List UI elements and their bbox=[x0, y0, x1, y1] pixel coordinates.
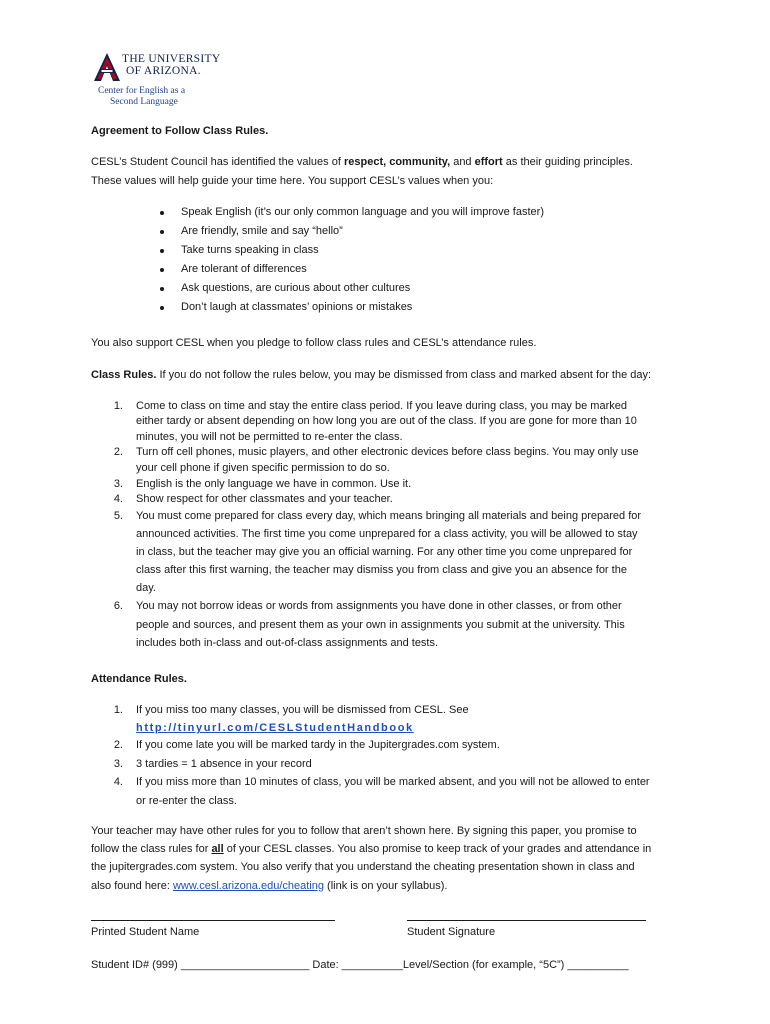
printed-name-rule bbox=[91, 920, 335, 921]
attendance-number: 3. bbox=[113, 758, 123, 770]
attendance-line: or re-enter the class. bbox=[136, 795, 237, 807]
closing-text: of your CESL classes. You also promise to keep track of your grades and attendance in bbox=[223, 843, 652, 855]
student-id-line: Student ID# (999) _____________________ Date: __________Level/Section (for example, “5C”) __________ bbox=[91, 959, 629, 971]
bullet-icon bbox=[160, 268, 164, 272]
rule-number: 4. bbox=[113, 493, 123, 505]
rule-line: minutes, you will not be permitted to re-enter the class. bbox=[136, 431, 403, 443]
closing-emphasis-all: all bbox=[211, 843, 224, 855]
attendance-number: 1. bbox=[113, 704, 123, 716]
intro-value-respect-community: respect, community, bbox=[343, 156, 451, 168]
rule-line: your cell phone if given specific permission to do so. bbox=[136, 462, 390, 474]
values-list-item: Ask questions, are curious about other cultures bbox=[181, 282, 411, 294]
signature-rule bbox=[407, 920, 646, 921]
support-paragraph: You also support CESL when you pledge to follow class rules and CESL’s attendance rules. bbox=[91, 337, 537, 349]
rule-number: 5. bbox=[113, 510, 123, 522]
intro-value-effort: effort bbox=[474, 156, 503, 168]
logo-sub-line1: Center for English as a bbox=[98, 86, 186, 96]
printed-name-label: Printed Student Name bbox=[91, 926, 200, 938]
values-list-item: Are friendly, smile and say “hello” bbox=[181, 225, 343, 237]
closing-line: the jupitergrades.com system. You also verify that you understand the cheating presentation shown in class and bbox=[91, 861, 635, 873]
closing-line bbox=[91, 880, 447, 892]
rule-line: people and sources, and present them as your own in assignments you submit at the university. This bbox=[136, 619, 625, 631]
intro-text-a: CESL’s Student Council has identified the values of bbox=[91, 156, 344, 168]
intro-paragraph-line2: These values will help guide your time here. You support CESL’s values when you: bbox=[91, 175, 494, 187]
bullet-icon bbox=[160, 287, 164, 291]
bullet-icon bbox=[160, 249, 164, 253]
values-list-item: Are tolerant of differences bbox=[181, 263, 307, 275]
bullet-icon bbox=[160, 211, 164, 215]
cheating-link[interactable]: www.cesl.arizona.edu/cheating bbox=[172, 880, 324, 892]
rule-number: 6. bbox=[113, 600, 123, 612]
rule-line: class after this first warning, the teacher may dismiss you from class and give you an absence for the bbox=[136, 564, 627, 576]
bullet-icon bbox=[160, 230, 164, 234]
attendance-heading: Attendance Rules. bbox=[91, 673, 187, 685]
rule-line: You must come prepared for class every day, which means bringing all materials and being prepared for bbox=[136, 510, 642, 522]
logo-line2: OF ARIZONA. bbox=[126, 65, 201, 77]
arizona-a-icon bbox=[92, 52, 122, 82]
rule-number: 1. bbox=[113, 400, 123, 412]
rule-line: either tardy or absent depending on how long you are out of the class. If you are gone for more than 10 bbox=[136, 415, 637, 427]
intro-text-c: and bbox=[450, 156, 475, 168]
values-list-item: Take turns speaking in class bbox=[181, 244, 319, 256]
attendance-line: If you come late you will be marked tardy in the Jupitergrades.com system. bbox=[136, 739, 500, 751]
attendance-number: 2. bbox=[113, 739, 123, 751]
student-signature-label: Student Signature bbox=[407, 926, 496, 938]
logo-sub-line2: Second Language bbox=[110, 96, 178, 107]
rule-line: English is the only language we have in common. Use it. bbox=[136, 478, 412, 490]
rule-line: includes both in-class and out-of-class assignments and tests. bbox=[136, 637, 439, 649]
rule-line: in class, but the teacher may give you an official warning. For any other time you come unprepared for bbox=[136, 546, 633, 558]
rule-line: Come to class on time and stay the entire class period. If you leave during class, you may be marked bbox=[136, 400, 627, 412]
values-list-item: Speak English (it’s our only common language and you will improve faster) bbox=[181, 206, 544, 218]
attendance-number: 4. bbox=[113, 776, 123, 788]
rule-line: You may not borrow ideas or words from assignments you have done in other classes, or from other bbox=[136, 600, 622, 612]
class-rules-heading: Class Rules. bbox=[91, 369, 157, 381]
attendance-line: If you miss more than 10 minutes of class, you will be marked absent, and you will not be allowed to enter bbox=[136, 776, 650, 788]
closing-line: Your teacher may have other rules for you to follow that aren’t shown here. By signing this paper, you promise to bbox=[91, 825, 637, 837]
closing-text: (link is on your syllabus). bbox=[323, 880, 448, 892]
logo-wordmark bbox=[122, 53, 220, 77]
class-rules-intro-text: If you do not follow the rules below, you may be dismissed from class and marked absent for the day: bbox=[156, 369, 652, 381]
class-rules-intro bbox=[91, 369, 651, 381]
handbook-link[interactable]: http://tinyurl.com/CESLStudentHandbook bbox=[136, 722, 414, 734]
rule-line: day. bbox=[136, 582, 156, 594]
rule-number: 3. bbox=[113, 478, 123, 490]
attendance-line: 3 tardies = 1 absence in your record bbox=[136, 758, 312, 770]
bullet-icon bbox=[160, 306, 164, 310]
closing-line bbox=[91, 843, 651, 855]
closing-text: follow the class rules for bbox=[91, 843, 212, 855]
rule-line: Turn off cell phones, music players, and other electronic devices before class begins. You may only use bbox=[136, 446, 639, 458]
intro-text-e: as their guiding principles. bbox=[502, 156, 633, 168]
rule-line: announced activities. The first time you come unprepared for a class activity, you will be allowed to stay bbox=[136, 528, 638, 540]
university-logo bbox=[92, 50, 222, 110]
attendance-link-line bbox=[136, 722, 414, 734]
attendance-line: If you miss too many classes, you will be dismissed from CESL. See bbox=[136, 704, 469, 716]
rule-line: Show respect for other classmates and your teacher. bbox=[136, 493, 393, 505]
document-title: Agreement to Follow Class Rules. bbox=[91, 125, 269, 137]
closing-text: also found here: bbox=[91, 880, 173, 892]
values-list-item: Don’t laugh at classmates’ opinions or mistakes bbox=[181, 301, 413, 313]
logo-subtitle bbox=[98, 86, 185, 107]
intro-paragraph-line1 bbox=[91, 156, 633, 168]
logo-line1: THE UNIVERSITY bbox=[122, 53, 221, 65]
rule-number: 2. bbox=[113, 446, 123, 458]
